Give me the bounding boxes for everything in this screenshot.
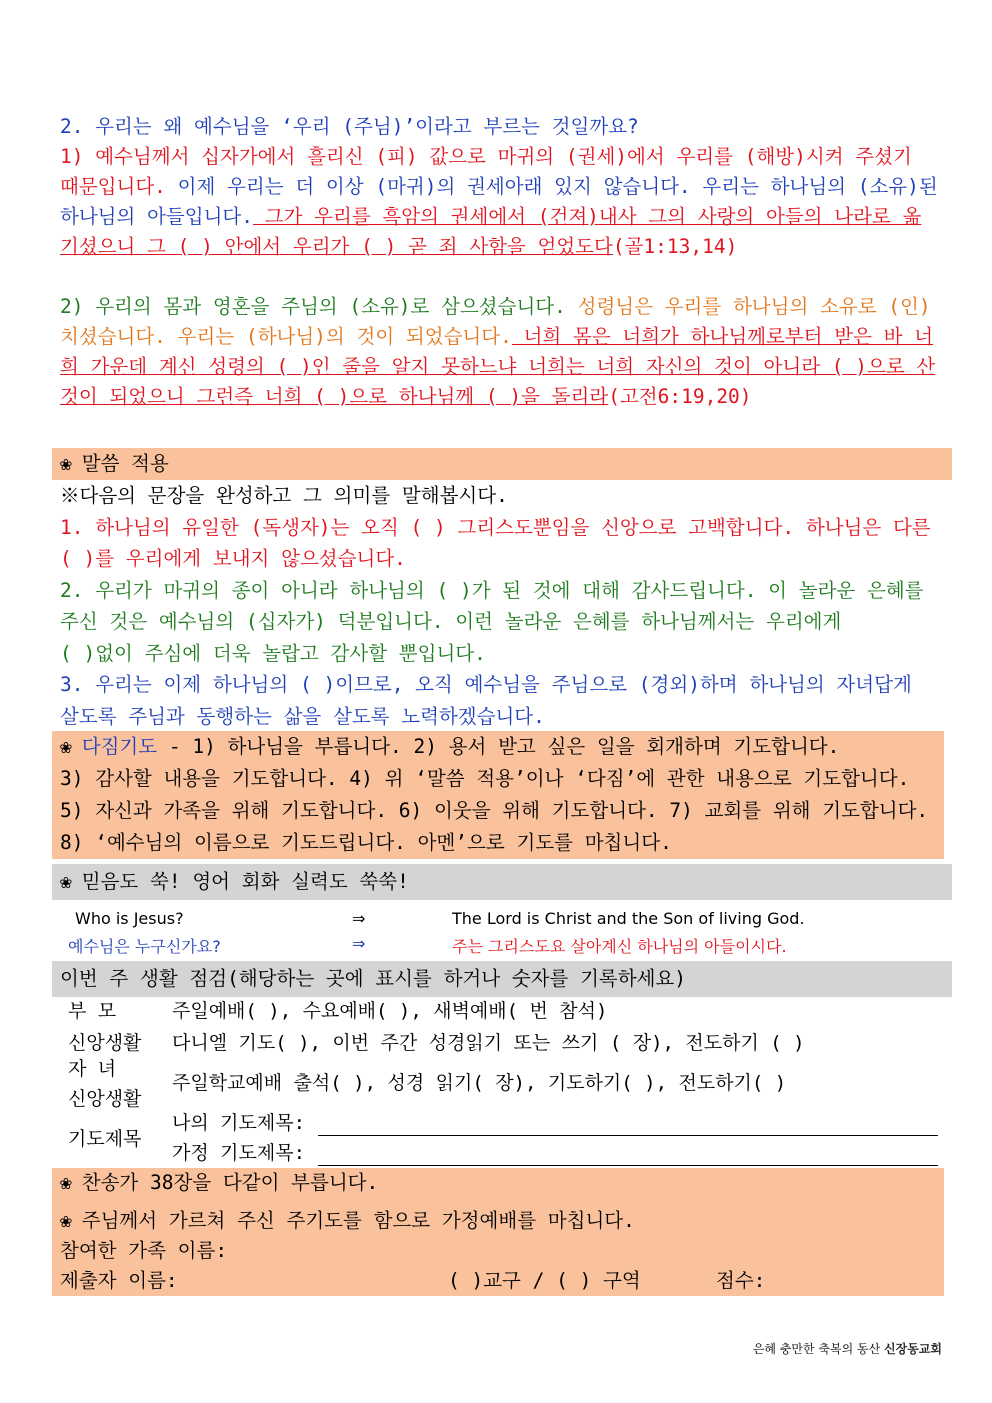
paragraph-2 [60, 292, 938, 412]
prayer-section [52, 731, 944, 859]
district-field: ( )교구 / ( ) 구역 [448, 1269, 641, 1292]
english-answer: The Lord is Christ and the Son of living God. [452, 909, 805, 928]
prayer-label: 다짐기도 [81, 735, 158, 758]
paragraph-2-green: 2) 우리의 몸과 영혼을 주님의 (소유)로 삼으셨습니다. [60, 295, 566, 318]
my-prayer-line[interactable] [318, 1135, 938, 1136]
flower-icon: ❀ [60, 1171, 72, 1194]
paragraph-1-ref: (골1:13,14) [612, 235, 738, 258]
parents-row-1: 주일예배( ), 수요예배( ), 새벽예배( 번 참석) [172, 1000, 608, 1022]
my-prayer-label: 나의 기도제목: [172, 1112, 306, 1134]
prayer-line-4: 8) ‘예수님의 이름으로 기도드립니다. 아멘’으로 기도를 마칩니다. [60, 831, 672, 854]
footer [753, 1340, 942, 1357]
closing-section [52, 1168, 944, 1296]
apply-item-1: 1. 하나님의 유일한 (독생자)는 오직 ( ) 그리스도뿐임을 신앙으로 고백합니다. 하나님은 다른 ( )를 우리에게 보내지 않으셨습니다. [60, 515, 931, 570]
apply-body [60, 480, 938, 732]
kids-label-2: 신앙생활 [68, 1088, 142, 1110]
apply-header-text: 말씀 적용 [81, 452, 169, 475]
paragraph-2-verse: 너희 몸은 너희가 하나님께로부터 받은 바 너희 가운데 계신 성령의 ( )인 줄을 알지 못하느냐 너희는 너희 자신의 것이 아니라 ( )으로 산 것이 되었으니 그런즉 너희 ( )으로 하나님께 ( )을 돌리라 [60, 325, 936, 408]
english-header [52, 864, 952, 900]
flower-icon: ❀ [60, 1209, 72, 1232]
arrow-icon: ⇒ [352, 909, 366, 928]
prayer-label: 기도제목 [68, 1128, 142, 1150]
prayer-line-2: 3) 감사할 내용을 기도합니다. 4) 위 ‘말씀 적용’이나 ‘다짐’에 관한 내용으로 기도합니다. [60, 767, 910, 790]
flower-icon: ❀ [60, 452, 72, 475]
paragraph-1-blue: 이제 우리는 더 이상 (마귀)의 권세아래 있지 않습니다. 우리는 하나님의 (소유)된 하나님의 아들입니다. [60, 175, 938, 228]
home-prayer-line[interactable] [318, 1165, 938, 1166]
english-header-text: 믿음도 쑥! 영어 회화 실력도 쑥쑥! [81, 870, 409, 893]
paragraph-1-red: 1) 예수님께서 십자가에서 흘리신 (피) 값으로 마귀의 (권세)에서 우리를 (해방)시켜 주셨기 때문입니다. [60, 145, 912, 198]
family-names-label: 참여한 가족 이름: [60, 1239, 228, 1262]
footer-slogan: 은혜 충만한 축복의 동산 [752, 1342, 881, 1356]
arrow-icon: ⇒ [352, 934, 366, 953]
check-header: 이번 주 생활 점검(해당하는 곳에 표시를 하거나 숫자를 기록하세요) [52, 961, 952, 997]
home-prayer-label: 가정 기도제목: [172, 1142, 306, 1164]
prayer-line-3: 5) 자신과 가족을 위해 기도합니다. 6) 이웃을 위해 기도합니다. 7) 교회를 위해 기도합니다. [60, 799, 929, 822]
paragraph-1-verse: 그가 우리를 흑암의 권세에서 (건져)내사 그의 사랑의 아들의 나라로 옮기셨으니 그 ( ) 안에서 우리가 ( ) 곧 죄 사함을 얻었도다 [60, 205, 922, 258]
parents-label-2: 신앙생활 [68, 1032, 142, 1054]
parents-label-1: 부 모 [68, 1000, 117, 1022]
lords-prayer-text: 주님께서 가르쳐 주신 주기도를 함으로 가정예배를 마칩니다. [81, 1209, 635, 1232]
flower-icon: ❀ [60, 870, 72, 893]
apply-item-2a: 2. 우리가 마귀의 종이 아니라 하나님의 ( )가 된 것에 대해 감사드립니다. 이 놀라운 은혜를 주신 것은 예수님의 (십자가) 덕분입니다. 이런 놀라운 은혜를 하나님께서는 우리에게 [60, 578, 924, 633]
parents-row-2: 다니엘 기도( ), 이번 주간 성경읽기 또는 쓰기 ( 장), 전도하기 ( ) [172, 1032, 805, 1054]
score-label: 점수: [716, 1269, 766, 1292]
kids-row: 주일학교예배 출석( ), 성경 읽기( 장), 기도하기( ), 전도하기( ) [172, 1072, 787, 1094]
apply-item-3: 3. 우리는 이제 하나님의 ( )이므로, 오직 예수님을 주님으로 (경외)하며 하나님의 자녀답게 살도록 주님과 동행하는 삶을 살도록 노력하겠습니다. [60, 673, 912, 728]
korean-answer: 주는 그리스도요 살아계신 하나님의 아들이시다. [452, 937, 787, 956]
korean-question: 예수님은 누구신가요? [68, 937, 221, 956]
apply-header [52, 448, 952, 480]
submitter-label: 제출자 이름: [60, 1269, 178, 1292]
church-name: 신장동교회 [884, 1342, 942, 1356]
paragraph-1 [60, 142, 938, 262]
question-2 [60, 112, 938, 412]
kids-label-1: 자 녀 [68, 1058, 117, 1080]
hymn-text: 찬송가 38장을 다같이 부릅니다. [81, 1171, 379, 1194]
paragraph-2-ref: (고전6:19,20) [608, 385, 752, 408]
prayer-line-1: - 1) 하나님을 부릅니다. 2) 용서 받고 싶은 일을 회개하며 기도합니다. [157, 735, 840, 758]
paragraph-2-orange: 성령님은 우리를 하나님의 소유로 (인)치셨습니다. 우리는 (하나님)의 것이 되었습니다. [60, 295, 931, 348]
flower-icon: ❀ [60, 735, 72, 758]
question-2-title: 2. 우리는 왜 예수님을 ‘우리 (주님)’이라고 부르는 것일까요? [60, 115, 639, 138]
apply-instruction: ※다음의 문장을 완성하고 그 의미를 말해봅시다. [60, 484, 508, 507]
apply-item-2b: ( )없이 주심에 더욱 놀랍고 감사할 뿐입니다. [60, 641, 486, 665]
english-question: Who is Jesus? [75, 909, 184, 928]
